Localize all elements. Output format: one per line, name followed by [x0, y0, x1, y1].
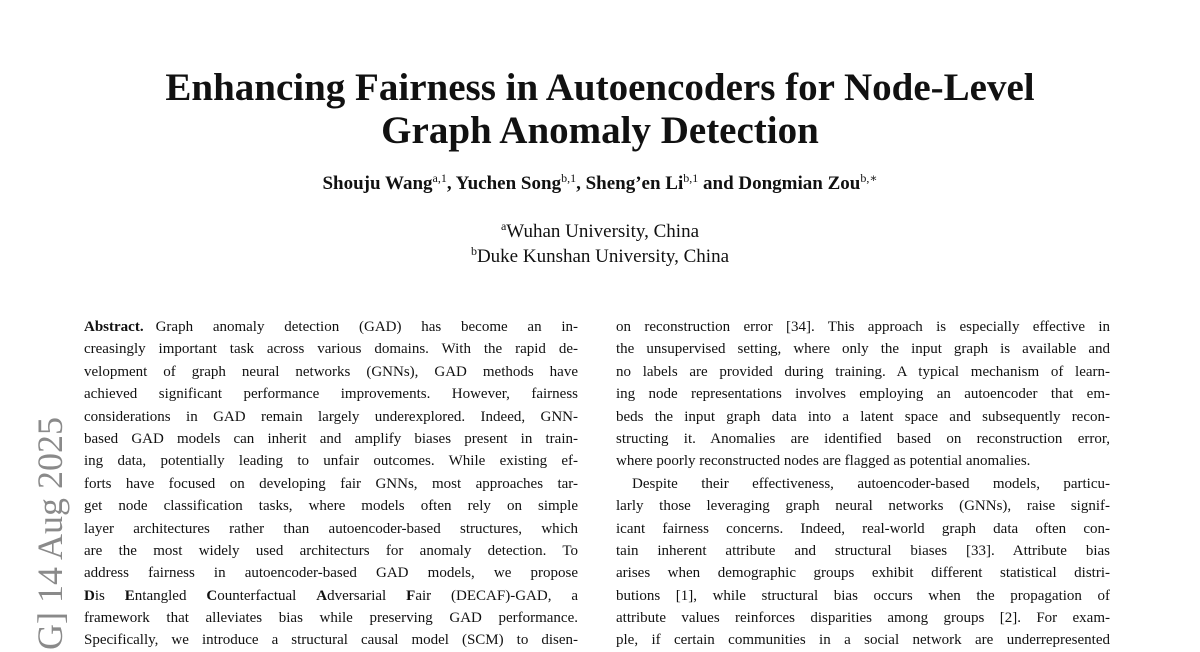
decaf-segment: is — [94, 587, 105, 604]
affiliation-b — [100, 244, 1100, 269]
author-name: Shouju Wang — [322, 173, 433, 194]
decaf-segment: ntangled — [134, 587, 207, 604]
abstract-line: Specifically, we introduce a structural causal model (SCM) to disen- — [84, 632, 578, 649]
decaf-segment: air (DECAF)-GAD, a — [415, 587, 579, 604]
decaf-segment: C — [206, 587, 218, 604]
affiliation-marker: b — [470, 244, 477, 258]
body-line: ing node representations involves employing an autoencoder that em- — [616, 386, 1110, 403]
author-separator: and — [698, 173, 739, 194]
abstract-line: ing data, potentially leading to unfair outcomes. While existing ef- — [84, 453, 578, 470]
abstract-line: considerations in GAD remain largely underexplored. Indeed, GNN- — [84, 408, 578, 425]
abstract-line: address fairness in autoencoder-based GAD models, we propose — [84, 565, 578, 582]
decaf-segment: F — [406, 587, 416, 604]
abstract-column — [84, 316, 578, 652]
decaf-segment: E — [124, 587, 135, 604]
abstract-line-decaf — [84, 585, 578, 607]
affiliation-marker: a — [500, 219, 507, 233]
abstract-line: forts have focused on developing fair GNNs, most approaches tar- — [84, 475, 578, 492]
body-line: no labels are provided during training. A typical mechanism of learn- — [616, 363, 1110, 380]
body-line-paragraph-end: where poorly reconstructed nodes are flagged as potential anomalies. — [616, 453, 1031, 470]
body-line: attribute values reinforces disparities among groups [2]. For exam- — [616, 610, 1110, 627]
affiliation-text: Wuhan University, China — [506, 221, 700, 242]
intro-column — [616, 316, 1110, 652]
author-3 — [586, 173, 739, 194]
author-name: Yuchen Song — [455, 173, 562, 194]
body-line: icant fairness concerns. Indeed, real-world graph data often con- — [616, 520, 1110, 537]
affiliation-a — [100, 219, 1100, 244]
decaf-segment: D — [84, 587, 95, 604]
body-line-paragraph-start: Despite their effectiveness, autoencoder-based models, particu- — [632, 475, 1110, 492]
author-name: Sheng’en Li — [585, 173, 684, 194]
affiliation-text: Duke Kunshan University, China — [476, 246, 730, 267]
author-affiliation-marker: b,∗ — [860, 171, 878, 185]
author-separator: , — [446, 173, 456, 194]
author-affiliation-marker: b,1 — [561, 171, 577, 185]
abstract-line: based GAD models can inherit and amplify biases present in train- — [84, 430, 578, 447]
decaf-segment: A — [316, 587, 328, 604]
abstract-text: Graph anomaly detection (GAD) has become an in- — [155, 319, 578, 335]
author-affiliation-marker: b,1 — [683, 171, 699, 185]
abstract-line: creasingly important task across various domains. With the rapid de- — [84, 341, 578, 358]
author-1 — [322, 173, 455, 194]
author-4 — [738, 173, 877, 194]
body-line: the unsupervised setting, where only the input graph is available and — [616, 341, 1110, 358]
body-line: beds the input graph data into a latent space and subsequently recon- — [616, 408, 1110, 425]
abstract-line: achieved significant performance improvements. However, fairness — [84, 386, 578, 403]
body-line: arises when demographic groups exhibit different statistical distri- — [616, 565, 1110, 582]
affiliation-list — [100, 219, 1100, 269]
decaf-segment: ounterfactual — [217, 587, 317, 604]
body-line: butions [1], while structural bias occurs when the propagation of — [616, 587, 1110, 604]
abstract-line — [84, 316, 578, 338]
abstract-line: velopment of graph neural networks (GNNs), GAD methods have — [84, 363, 578, 380]
abstract-line: framework that alleviates bias while preserving GAD performance. — [84, 610, 578, 627]
author-affiliation-marker: a,1 — [432, 171, 447, 185]
body-line: larly those leveraging graph neural networks (GNNs), raise signif- — [616, 498, 1110, 515]
body-line: on reconstruction error [34]. This approach is especially effective in — [616, 319, 1110, 335]
author-2 — [456, 173, 586, 194]
abstract-label: Abstract. — [84, 319, 144, 335]
body-line: ple, if certain communities in a social network are underrepresented — [616, 632, 1110, 649]
author-separator: , — [576, 173, 586, 194]
abstract-line: get node classification tasks, where models often rely on simple — [84, 498, 578, 515]
abstract-line: layer architectures rather than autoencoder-based structures, which — [84, 520, 578, 537]
arxiv-stamp: G] 14 Aug 2025 — [30, 417, 70, 650]
author-name: Dongmian Zou — [738, 173, 861, 194]
title-line-2: Graph Anomaly Detection — [381, 109, 819, 152]
decaf-segment: dversarial — [327, 587, 407, 604]
author-list — [100, 173, 1100, 195]
abstract-line: are the most widely used architecturs for anomaly detection. To — [84, 542, 578, 559]
body-line: tain inherent attribute and structural biases [33]. Attribute bias — [616, 542, 1110, 559]
paper-title — [100, 66, 1100, 152]
title-line-1: Enhancing Fairness in Autoencoders for Node-Level — [165, 66, 1035, 109]
body-line: structing it. Anomalies are identified based on reconstruction error, — [616, 430, 1110, 447]
